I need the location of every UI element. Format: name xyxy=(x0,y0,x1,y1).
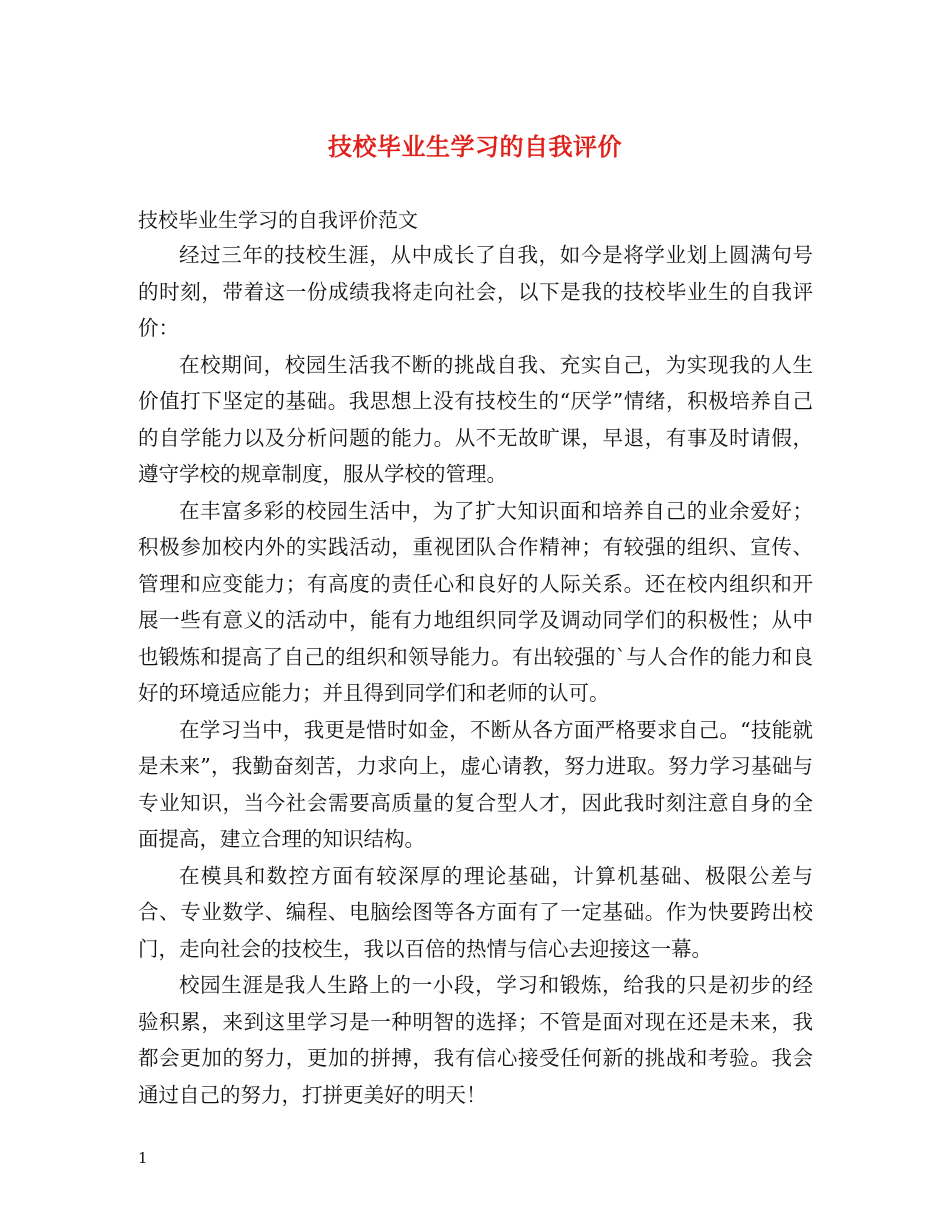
body-paragraph: 在学习当中，我更是惜时如金，不断从各方面严格要求自己。“技能就是未来”，我勤奋刻苦，力求向上，虚心请教，努力进取。努力学习基础与专业知识，当今社会需要高质量的复合型人才，因此我时刻注意自身的全面提高，建立合理的知识结构。 xyxy=(138,717,813,851)
body-paragraph: 经过三年的技校生涯，从中成长了自我，如今是将学业划上圆满句号的时刻，带着这一份成绩我将走向社会，以下是我的技校毕业生的自我评价： xyxy=(138,243,813,340)
body-paragraph: 在模具和数控方面有较深厚的理论基础，计算机基础、极限公差与合、专业数学、编程、电脑绘图等各方面有了一定基础。作为快要跨出校门，走向社会的技校生，我以百倍的热情与信心去迎接这一幕。 xyxy=(138,863,813,961)
document-subtitle: 技校毕业生学习的自我评价范文 xyxy=(138,208,418,232)
body-paragraph: 在丰富多彩的校园生活中，为了扩大知识面和培养自己的业余爱好；积极参加校内外的实践活动，重视团队合作精神；有较强的组织、宣传、管理和应变能力；有高度的责任心和良好的人际关系。还在校内组织和开展一些有意义的活动中，能有力地组织同学及调动同学们的积极性；从中也锻炼和提高了自己的组织和领导能力。有出较强的`与人合作的能力和良好的环境适应能力；并且得到同学们和老师的认可。 xyxy=(138,498,813,705)
body-paragraph: 在校期间，校园生活我不断的挑战自我、充实自己，为实现我的人生价值打下坚定的基础。我思想上没有技校生的“厌学”情绪，积极培养自己的自学能力以及分析问题的能力。从不无故旷课，早退，有事及时请假，遵守学校的规章制度，服从学校的管理。 xyxy=(138,352,813,486)
body-paragraph: 校园生涯是我人生路上的一小段，学习和锻炼，给我的只是初步的经验积累，来到这里学习是一种明智的选择；不管是面对现在还是未来，我都会更加的努力，更加的拼搏，我有信心接受任何新的挑战和考验。我会通过自己的努力，打拼更美好的明天！ xyxy=(138,973,813,1107)
document-title: 技校毕业生学习的自我评价 xyxy=(328,132,622,161)
page-number: 1 xyxy=(138,1149,148,1167)
document-body xyxy=(138,237,813,1113)
